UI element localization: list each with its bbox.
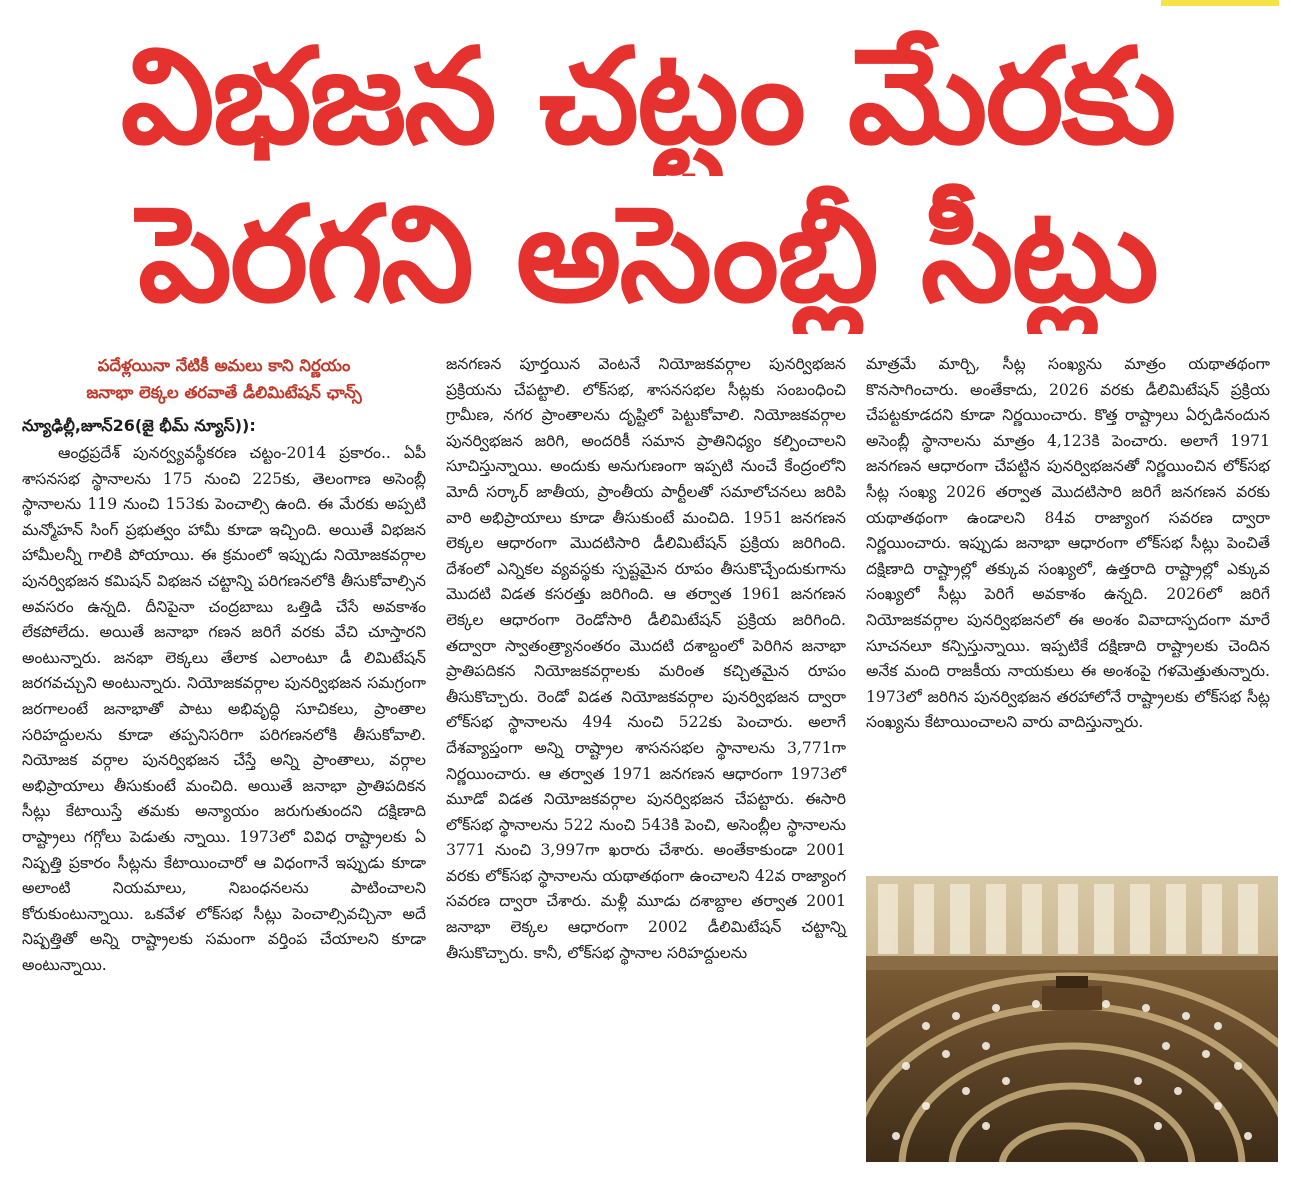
headline	[40, 18, 1255, 334]
column-3-text: మాత్రమే మార్చి, సీట్ల సంఖ్యను మాత్రం యథాతథంగా కొనసాగించారు. అంతేకాదు, 2026 వరకు డీలిమిటేషన్ ప్రక్రియ చేపట్టకూడదని కూడా నిర్ణయించారు. కొత్త రాష్ట్రాలు ఏర్పడినందున అసెంబ్లీ స్థానాలను మాత్రం 4,123కి పెంచారు. అలాగే 1971 జనగణన ఆధారంగా చేపట్టిన పునర్విభజనతో నిర్ణయించిన లోక్‌సభ సీట్ల సంఖ్య 2026 తర్వాత మొదటిసారి జరిగే జనగణన వరకు యథాతథంగా ఉండాలని 84వ రాజ్యాంగ సవరణ ద్వారా నిర్ణయించారు. ఇప్పుడు జనాభా ఆధారంగా లోక్‌సభ సీట్లు పెంచితే దక్షిణాది రాష్ట్రాల్లో తక్కువ సంఖ్యలో, ఉత్తరాది రాష్ట్రాల్లో ఎక్కువ సంఖ్యలో సీట్లు పెరిగే అవకాశం ఉన్నది. 2026లో జరిగే నియోజకవర్గాల పునర్విభజనలో ఈ అంశం వివాదాస్పదంగా మారే సూచనలూ కన్పిస్తున్నాయి. ఇప్పటికే దక్షిణాది రాష్ట్రాలకు చెందిన అనేక మంది రాజకీయ నాయకులు ఈ అంశంపై గళమెత్తుతున్నారు. 1973లో జరిగిన పునర్విభజన తరహాలోనే రాష్ట్రాలకు లోక్‌సభ సీట్ల సంఖ్యను కేటాయించాలని వారు వాదిస్తున్నారు.	[866, 355, 1270, 732]
assembly-hall-photo	[866, 876, 1278, 1162]
article-column-1	[22, 352, 426, 978]
column-1-text: ఆంధ్రప్రదేశ్ పునర్వ్యవస్థీకరణ చట్టం-2014 ప్రకారం.. ఏపీ శాసనసభ స్థానాలను 175 నుంచి 225కు, తెలంగాణ అసెంబ్లీ స్థానాలను 119 నుంచి 153కు పెంచాల్సి ఉంది. ఈ మేరకు అప్పటి మన్మోహన్ సింగ్ ప్రభుత్వం హామీ కూడా ఇచ్చింది. అయితే విభజన హామీలన్నీ గాలికి పోయాయి. ఈ క్రమంలో ఇప్పుడు నియోజకవర్గాల పునర్విభజన కమిషన్ విభజన చట్టాన్ని పరిగణనలోకి తీసుకోవాల్సిన అవసరం ఉన్నది. దీనిపైనా చంద్రబాబు ఒత్తిడి చేసే అవకాశం లేకపోలేదు. అయితే జనాభా గణన జరిగే వరకు వేచి చూస్తారని అంటున్నారు. జనభా లెక్కలు తేలాక ఎలాంటూ డీ లిమిటేషన్ జరగవచ్చుని అంటున్నారు. నియోజకవర్గాల పునర్విభజన సమగ్రంగా జరగాలంటే జనాభాతో పాటు అభివృద్ధి సూచికలు, ప్రాంతాల సరిహద్దులను కూడా తప్పనిసరిగా పరిగణనలోకి తీసుకోవాలి. నియోజక వర్గాల పునర్విభజన చేస్తే అన్ని ప్రాంతాలు, వర్గాల అభిప్రాయాలు తీసుకుంటే మంచిది. అయితే జనాభా ప్రాతిపదికన సీట్లు కేటాయిస్తే తమకు అన్యాయం జరుగుతుందని దక్షిణాది రాష్ట్రాలు గగ్గోలు పెడుతు న్నాయి. 1973లో వివిధ రాష్ట్రాలకు ఏ నిష్పత్తి ప్రకారం సీట్లను కేటాయించారో ఆ విధంగానే ఇప్పుడు కూడా అలాంటి నియమాలు, నిబంధనలను పాటించాలని కోరుకుంటున్నాయి. ఒకవేళ లోక్‌సభ సీట్లు పెంచాల్సివచ్చినా అదే నిష్పత్తితో అన్ని రాష్ట్రాలకు సమంగా వర్తింప చేయాలని కూడా అంటున్నాయి.	[22, 444, 426, 974]
subheadline-line-1: పదేళ్లయినా నేటికీ అమలు కాని నిర్ణయం	[97, 356, 351, 375]
subheadline-line-2: జనాభా లెక్కల తరవాతే డీలిమిటేషన్ ఛాన్స్	[86, 383, 362, 402]
headline-line-2: పెరగని అసెంబ్లీ సీట్లు	[138, 178, 1157, 332]
headline-line-1: విభజన చట్టం మేరకు	[120, 20, 1175, 174]
corner-color-tab	[1161, 0, 1279, 6]
article-column-2	[446, 352, 846, 966]
dateline: న్యూఢిల్లీ,జూన్26(జై భీమ్ న్యూస్)):	[22, 416, 256, 435]
assembly-hall-illustration	[866, 876, 1278, 1162]
subheadline	[22, 352, 426, 406]
column-2-text: జనగణన పూర్తయిన వెంటనే నియోజకవర్గాల పునర్విభజన ప్రక్రియను చేపట్టాలి. లోక్‌సభ, శాసనసభల సీట్లకు సంబంధించి గ్రామీణ, నగర ప్రాంతాలను దృష్టిలో పెట్టుకోవాలి. నియోజకవర్గాల పునర్విభజన జరిగి, అందరికీ సమాన ప్రాతినిధ్యం కల్పించాలని సూచిస్తున్నాయి. అందుకు అనుగుణంగా ఇప్పటి నుంచే కేంద్రంలోని మోదీ సర్కార్ జాతీయ, ప్రాంతీయ పార్టీలతో సమాలోచనలు జరిపి వారి అభిప్రాయాలు కూడా తీసుకుంటే మంచిది. 1951 జనగణన లెక్కల ఆధారంగా మొదటిసారి డీలిమిటేషన్ ప్రక్రియ జరిగింది. దేశంలో ఎన్నికల వ్యవస్థకు స్పష్టమైన రూపం తీసుకొచ్చేందుకుగాను మొదటి విడత కసరత్తు జరిగింది. ఆ తర్వాత 1961 జనగణన లెక్కల ఆధారంగా రెండోసారి డీలిమిటేషన్ ప్రక్రియ జరిగింది. తద్వారా స్వాతంత్ర్యానంతరం మొదటి దశాబ్దంలో పెరిగిన జనాభా ప్రాతిపదికన నియోజకవర్గాలకు మరింత కచ్చితమైన రూపం తీసుకొచ్చారు. రెండో విడత నియోజకవర్గాల పునర్విభజన ద్వారా లోక్‌సభ స్థానాలను 494 నుంచి 522కు పెంచారు. అలాగే దేశవ్యాప్తంగా అన్ని రాష్ట్రాల శాసనసభల స్థానాలను 3,771గా నిర్ణయించారు. ఆ తర్వాత 1971 జనగణన ఆధారంగా 1973లో మూడో విడత నియోజకవర్గాల పునర్విభజన చేపట్టారు. ఈసారి లోక్‌సభ స్థానాలను 522 నుంచి 543కి పెంచి, అసెంబ్లీల స్థానాలను 3771 నుంచి 3,997గా ఖరారు చేశారు. అంతేకాకుండా 2001 వరకు లోక్‌సభ స్థానాలను యథాతథంగా ఉంచాలని 42వ రాజ్యాంగ సవరణ ద్వారా చేశారు. మళ్లీ మూడు దశాబ్దాల తర్వాత 2001 జనాభా లెక్కల ఆధారంగా 2002 డీలిమిటేషన్ చట్టాన్ని తీసుకొచ్చారు. కానీ, లోక్‌సభ స్థానాల సరిహద్దులను	[446, 355, 846, 962]
article-column-3	[866, 352, 1270, 736]
